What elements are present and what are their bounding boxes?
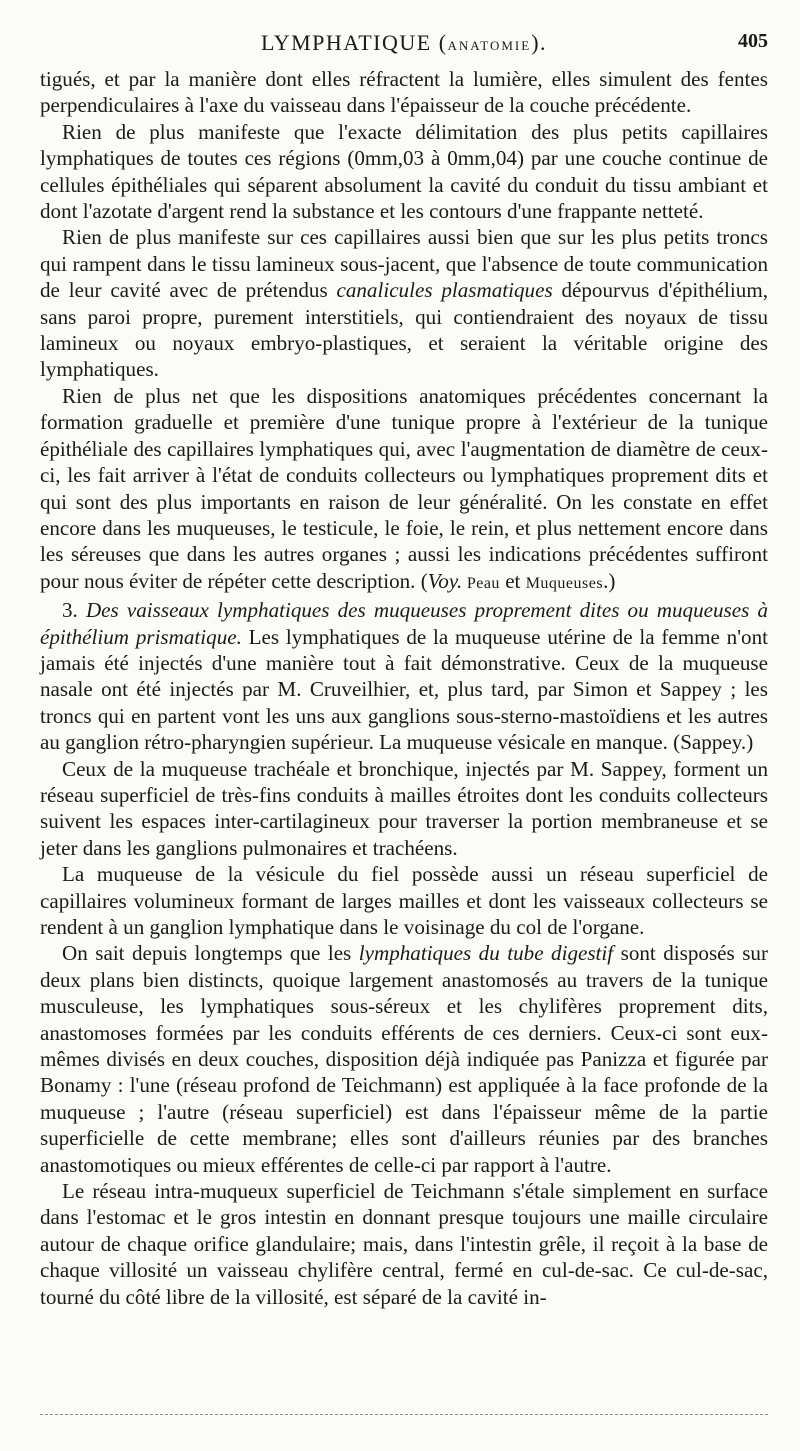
paragraph-4-ref-peau: Peau [462,574,500,592]
paragraph-7: La muqueuse de la vésicule du fiel possède aussi un réseau superficiel de capillaires volumineux formant de larges mailles et dont les vaisseaux collecteurs se rendent à un ganglion lymphatique dans le voisinage du col de l'organe. [40,862,768,939]
paragraph-8-text-b: sont disposés sur deux plans bien distincts, quoique largement anastomosés au travers de la tunique musculeuse, les lymphatiques sous-séreux et les chylifères proprement dits, anastomoses formées par les conduits efférents de ces derniers. Ceux-ci sont eux-mêmes divisés en deux couches, disposition déjà indiquée pas Panizza et figurée par Bonamy : l'une (réseau profond de Teichmann) est appliquée à la face profonde de la muqueuse ; l'autre (réseau superficiel) est dans l'épaisseur même de la partie superficielle de cette membrane; elles sont d'ailleurs réunies par des branches anastomotiques ou mieux efférentes de celle-ci par rapport à l'autre. [40,941,768,1177]
section-number: 3. [62,598,86,623]
paragraph-8 [40,940,768,1178]
running-title [40,30,768,56]
paragraph-9: Le réseau intra-muqueux superficiel de Teichmann s'étale simplement en surface dans l'estomac et le gros intestin en donnant presque toujours une maille circulaire autour de chaque orifice glandulaire; mais, dans l'intestin grêle, il reçoit à la base de chaque villosité un vaisseau chylifère central, fermé en cul-de-sac. Ce cul-de-sac, tourné du côté libre de la villosité, est séparé de la cavité in- [40,1179,768,1309]
paragraph-4-text: Rien de plus net que les dispositions anatomiques précédentes concernant la formation graduelle et première d'une tunique propre à l'extérieur de la tunique épithéliale des capillaires lymphatiques qui, avec l'augmentation de diamètre de ceux-ci, les fait arriver à l'état de conduits collecteurs ou lymphatiques proprement dits et qui sont des plus importants en raison de leur généralité. On les constate en effet encore dans les muqueuses, le testicule, le foie, le rein, et plus nettement encore dans les séreuses que dans les autres organes ; aussi les indications précédentes suffiront pour nous éviter de répéter cette description. ( [40,383,768,593]
paragraph-3-text-b: dépourvus d'épithélium, sans paroi propre, purement interstitiels, qui contiendraient des noyaux de tissu lamineux ou noyaux embryo-plastiques, et seraient la véritable origine des lymphatiques. [40,278,769,382]
paragraph-2: Rien de plus manifeste que l'exacte délimitation des plus petits capillaires lymphatiques de toutes ces régions (0mm,03 à 0mm,04) par une couche continue de cellules épithéliales qui séparent absolument la cavité du conduit du tissu ambiant et dont l'azotate d'argent rend la substance et les contours d'une frappante netteté. [40,119,768,224]
paragraph-1: tigués, et par la manière dont elles réfractent la lumière, elles simulent des fentes perpendiculaires à l'axe du vaisseau dans l'épaisseur de la couche précédente. [40,67,768,118]
footer-rule [40,1414,768,1415]
page-header [40,30,768,56]
paragraph-8-emphasis: lymphatiques du tube digestif [358,941,614,966]
running-title-main: LYMPHATIQUE ( [260,30,448,55]
paragraph-5 [40,597,768,755]
page-body [40,66,768,1310]
paragraph-5-text: Les lymphatiques de la muqueuse utérine de la femme n'ont jamais été injectés d'une manière tout à fait démonstrative. Ceux de la muqueuse nasale ont été injectés par M. Cruveilhier, et, plus tard, par Simon et Sappey ; les troncs qui en partent vont les uns aux ganglions sous-sterno-mastoïdiens et les autres au ganglion rétro-pharyngien supérieur. La muqueuse vésicale en manque. (Sappey.) [40,624,768,755]
section-heading: Des vaisseaux lymphatiques des muqueuses proprement dites ou muqueuses à épithélium prismatique. [40,598,768,649]
paragraph-3 [40,224,768,382]
paragraph-8-text-a: On sait depuis longtemps que les [62,941,359,966]
paragraph-4-end: .) [603,568,616,593]
paragraph-4-ref-muqueuses: Muqueuses [525,574,604,592]
paragraph-6: Ceux de la muqueuse trachéale et bronchique, injectés par M. Sappey, forment un réseau superficiel de très-fins conduits à mailles étroites dont les conduits collecteurs suivent les espaces inter-cartilagineux pour traverser la portion membraneuse et se jeter dans les ganglions pulmonaires et trachéens. [40,756,768,860]
paragraph-4-voy: Voy. [427,568,463,593]
paragraph-4-et: et [499,568,526,593]
running-title-end: ). [531,30,548,55]
page-number: 405 [738,30,768,52]
paragraph-3-emphasis: canalicules plasmatiques [336,278,553,303]
paragraph-3-text-a: Rien de plus manifeste sur ces capillaires aussi bien que sur les plus petits troncs qui rampent dans le tissu lamineux sous-jacent, que l'absence de toute communication de leur cavité avec de prétendus [40,225,768,303]
paragraph-4 [40,383,768,597]
running-title-subtitle: ANATOMIE [447,38,532,53]
